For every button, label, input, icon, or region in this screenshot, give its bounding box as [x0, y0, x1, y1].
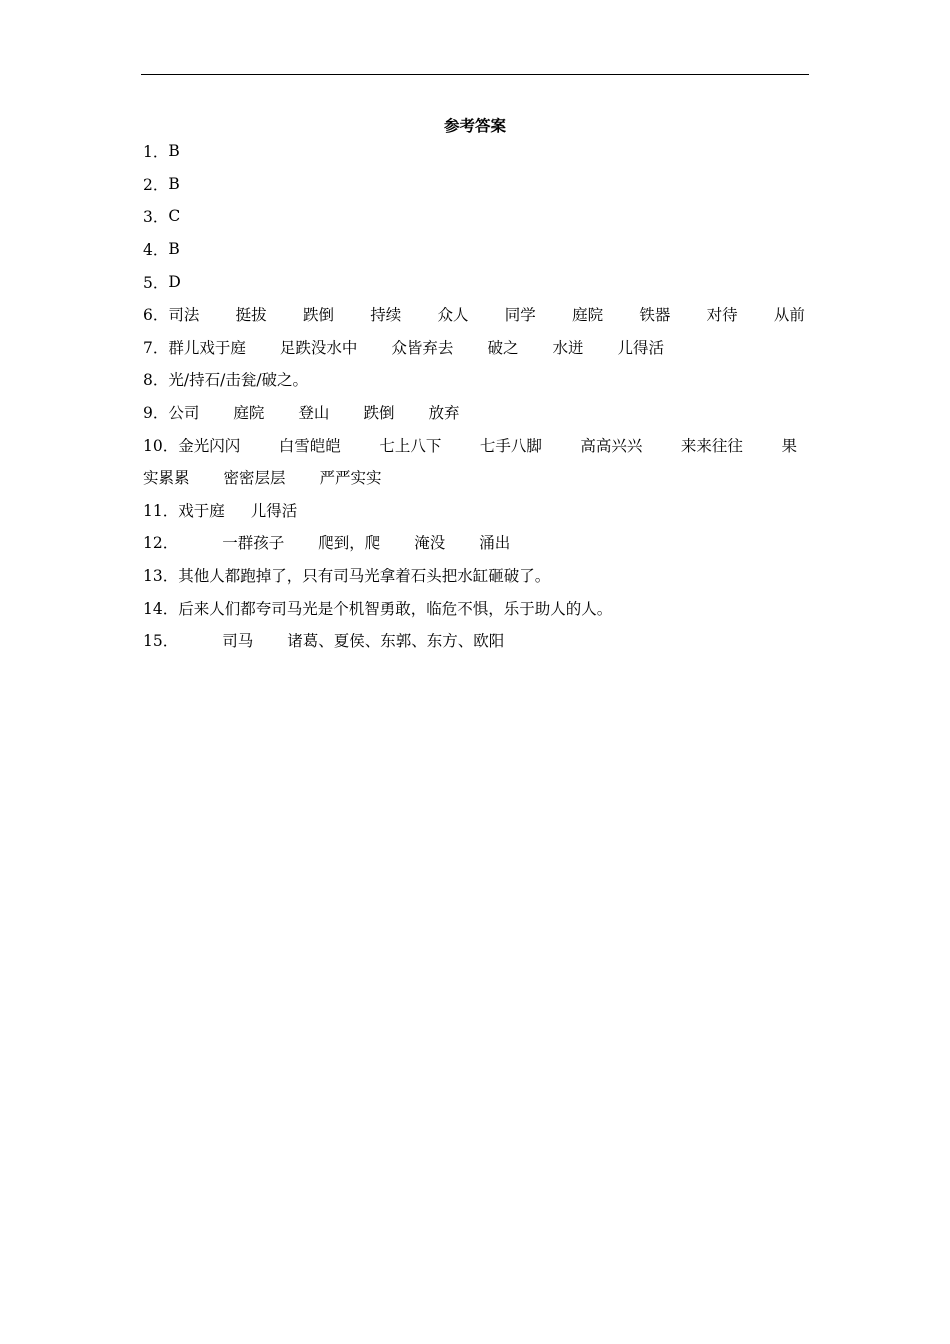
- answer-lead: [143, 303, 199, 325]
- answer-item: B: [168, 174, 180, 193]
- answer-row-5: [143, 265, 811, 298]
- answer-item: B: [168, 240, 180, 259]
- answer-item: 庭院: [233, 404, 265, 423]
- answer-item: 众人: [437, 306, 469, 325]
- answer-number: 8 ．: [143, 368, 168, 390]
- answer-item: 七手八脚: [479, 436, 542, 455]
- answer-number: 9 ．: [143, 401, 168, 423]
- answer-number: 11 ．: [143, 499, 178, 521]
- answer-item: 儿得活: [617, 338, 664, 357]
- answer-number: 1 ．: [143, 140, 168, 162]
- answer-row-7: [143, 331, 811, 364]
- answer-number: 3 ．: [143, 205, 168, 227]
- answer-item: 光/持石/击瓮/破之。: [168, 371, 309, 390]
- answer-number: 6 ．: [143, 303, 168, 325]
- answer-item: B: [168, 142, 180, 161]
- answer-item: C: [168, 207, 181, 226]
- answer-item: 水迸: [552, 338, 584, 357]
- answer-number: 12 ．: [143, 531, 178, 553]
- answer-item: 金光闪闪: [178, 436, 241, 455]
- answer-item: 七上八下: [379, 436, 442, 455]
- answer-item: 来来往往: [680, 436, 743, 455]
- answer-item: 涌出: [479, 534, 511, 553]
- answer-item: 足跌没水中: [279, 338, 358, 357]
- answer-item: 果: [781, 436, 797, 455]
- answer-row-9: [143, 396, 811, 429]
- answer-item: 诸葛、夏侯、东郭、东方、欧阳: [287, 632, 505, 651]
- answer-item: 高高兴兴: [580, 436, 643, 455]
- answer-item: 同学: [504, 306, 536, 325]
- answer-item: 公司: [168, 404, 200, 423]
- answer-row-14: [143, 591, 811, 624]
- answer-item: 严严实实: [319, 469, 382, 488]
- answer-row-3: [143, 200, 811, 233]
- answer-item: 从前: [773, 306, 805, 325]
- answer-item: 登山: [298, 404, 330, 423]
- answer-item: 司马: [222, 632, 254, 651]
- answer-row-10-continued: [143, 461, 811, 494]
- answer-item: 密密层层: [223, 469, 286, 488]
- answer-number: 7 ．: [143, 336, 168, 358]
- answer-lead: [143, 434, 240, 456]
- answer-item: 儿得活: [250, 501, 298, 520]
- answer-item: 跌倒: [363, 404, 395, 423]
- answer-item: D: [168, 272, 181, 291]
- answer-item: 持续: [370, 306, 402, 325]
- answer-row-15: [143, 624, 811, 657]
- answer-item: 实累累: [143, 469, 190, 488]
- answer-item: 铁器: [639, 306, 671, 325]
- answer-item: 众皆弃去: [391, 338, 454, 357]
- answer-item: 放弃: [428, 404, 460, 423]
- answer-number: 10 ．: [143, 434, 178, 456]
- answer-item: 司法: [168, 306, 200, 325]
- answer-item: 白雪皑皑: [278, 436, 341, 455]
- answer-row-6: [143, 298, 805, 331]
- header-rule: [141, 74, 809, 75]
- answer-item: 其他人都跑掉了，只有司马光拿着石头把水缸砸破了。: [178, 567, 551, 586]
- page-title: 参考答案: [443, 117, 506, 135]
- answer-item: 戏于庭: [178, 501, 225, 520]
- answer-item: 爬到，爬: [318, 534, 381, 553]
- answer-row-10: [143, 428, 797, 461]
- answer-item: 跌倒: [302, 306, 334, 325]
- answer-row-13: [143, 559, 811, 592]
- answer-item: 一群孩子: [222, 534, 285, 553]
- answer-number: 14 ．: [143, 597, 178, 619]
- answer-item: 挺拔: [235, 306, 267, 325]
- answer-row-4: [143, 233, 811, 266]
- answer-number: 13 ．: [143, 564, 178, 586]
- answer-list: [143, 135, 811, 657]
- answer-item: 破之: [487, 338, 519, 357]
- answer-number: 4 ．: [143, 238, 168, 260]
- answer-item: 对待: [706, 306, 738, 325]
- answer-row-12: [143, 526, 811, 559]
- answer-item: 后来人们都夸司马光是个机智勇敢，临危不惧，乐于助人的人。: [178, 599, 613, 618]
- answer-row-8: [143, 363, 811, 396]
- answer-row-1: [143, 135, 811, 168]
- answer-item: 庭院: [572, 306, 604, 325]
- answer-item: 群儿戏于庭: [168, 338, 246, 357]
- answer-row-11: [143, 494, 811, 527]
- answer-number: 5 ．: [143, 271, 168, 293]
- answer-number: 15 ．: [143, 629, 178, 651]
- answer-row-2: [143, 168, 811, 201]
- answer-number: 2 ．: [143, 173, 168, 195]
- answer-item: 淹没: [414, 534, 446, 553]
